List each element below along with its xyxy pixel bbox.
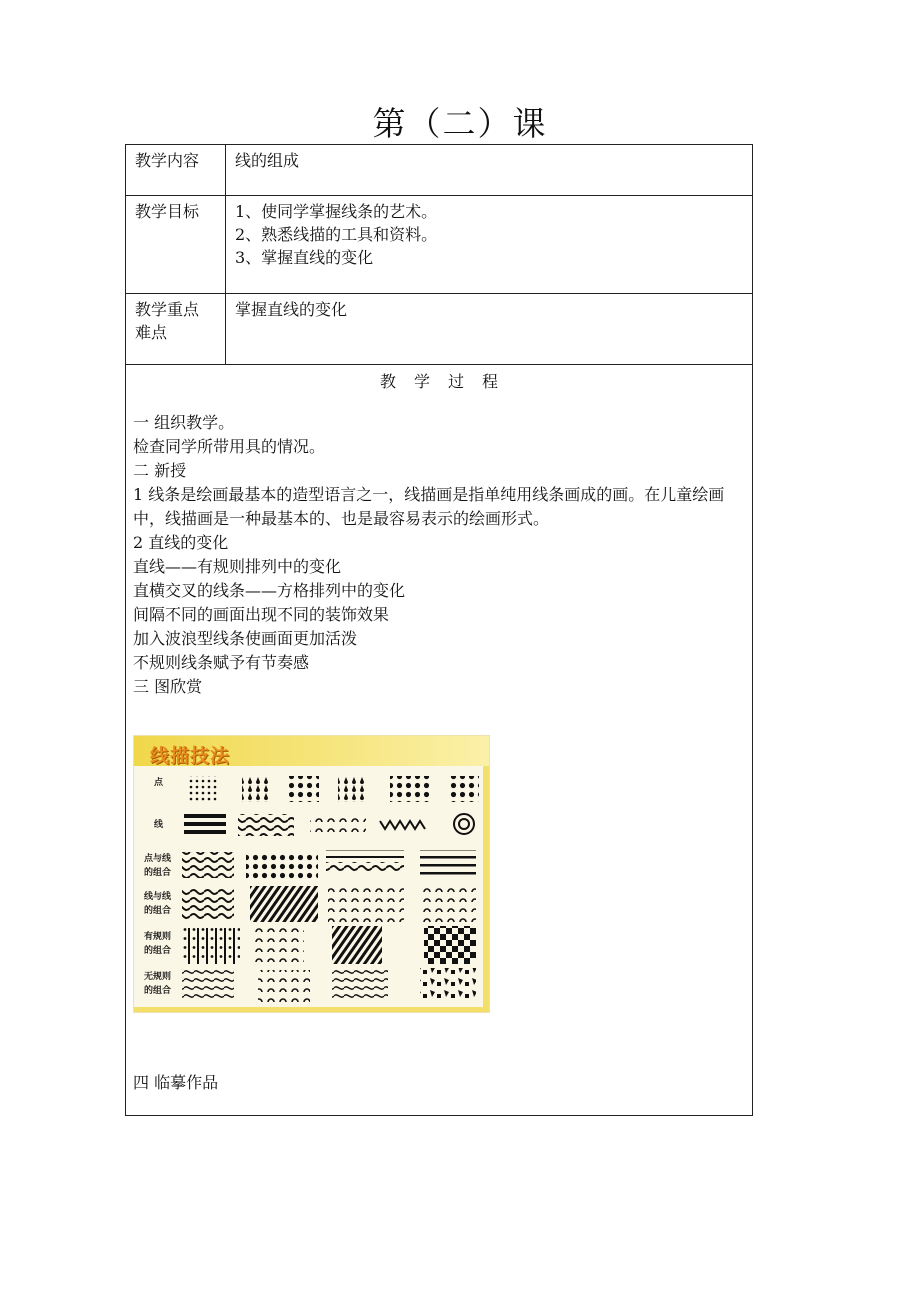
row-goals (126, 196, 753, 294)
process-line: 1 线条是绘画最基本的造型语言之一，线描画是指单纯用线条画成的画。在儿童绘画中，线描画是一种最基本的、也是最容易表示的绘画形式。 (133, 485, 725, 528)
value-focus: 掌握直线的变化 (226, 294, 753, 365)
figure-row-label: 点与线 的组合 (144, 854, 172, 878)
label-content: 教学内容 (126, 145, 226, 196)
row-process (126, 365, 753, 1116)
goal-item: 1、使同学掌握线条的艺术。 (235, 202, 438, 221)
figure-row-label: 线与线 的组合 (144, 892, 172, 916)
process-line: 2 直线的变化 (133, 533, 229, 552)
process-line: 二 新授 (133, 461, 187, 480)
process-line: 检查同学所带用具的情况。 (133, 437, 326, 456)
label-focus-line2: 难点 (135, 323, 168, 342)
process-body (126, 411, 752, 699)
page-title: 第（二）课 (372, 104, 548, 143)
row-content (126, 145, 753, 196)
value-content: 线的组成 (226, 145, 753, 196)
process-line: 不规则线条赋予有节奏感 (133, 653, 310, 672)
label-goals: 教学目标 (126, 196, 226, 294)
row-focus (126, 294, 753, 365)
process-line: 直横交叉的线条——方格排列中的变化 (133, 581, 406, 600)
figure-row-label: 线 (154, 820, 164, 830)
figure-row-label: 有规则 的组合 (144, 932, 172, 956)
figure-title: 线描技法 (150, 745, 231, 767)
value-goals (226, 196, 753, 294)
figure-patterns (134, 736, 489, 1012)
label-focus-line1: 教学重点 (135, 300, 200, 319)
section-four: 四 临摹作品 (133, 1073, 219, 1092)
lesson-plan-table (125, 144, 753, 1116)
process-line: 一 组织教学。 (133, 413, 235, 432)
process-line: 直线——有规则排列中的变化 (133, 557, 342, 576)
process-line: 加入波浪型线条使画面更加活泼 (133, 629, 358, 648)
goal-item: 3、掌握直线的变化 (235, 248, 374, 267)
line-drawing-figure (133, 735, 490, 1013)
label-focus (126, 294, 226, 365)
figure-row-label: 无规则 的组合 (144, 972, 172, 996)
process-title: 教学过程 (379, 372, 516, 391)
goal-item: 2、熟悉线描的工具和资料。 (235, 225, 438, 244)
figure-row-label: 点 (154, 778, 164, 788)
process-line: 间隔不同的画面出现不同的装饰效果 (133, 605, 390, 624)
process-line: 三 图欣赏 (133, 677, 203, 696)
process-cell (126, 365, 753, 1116)
